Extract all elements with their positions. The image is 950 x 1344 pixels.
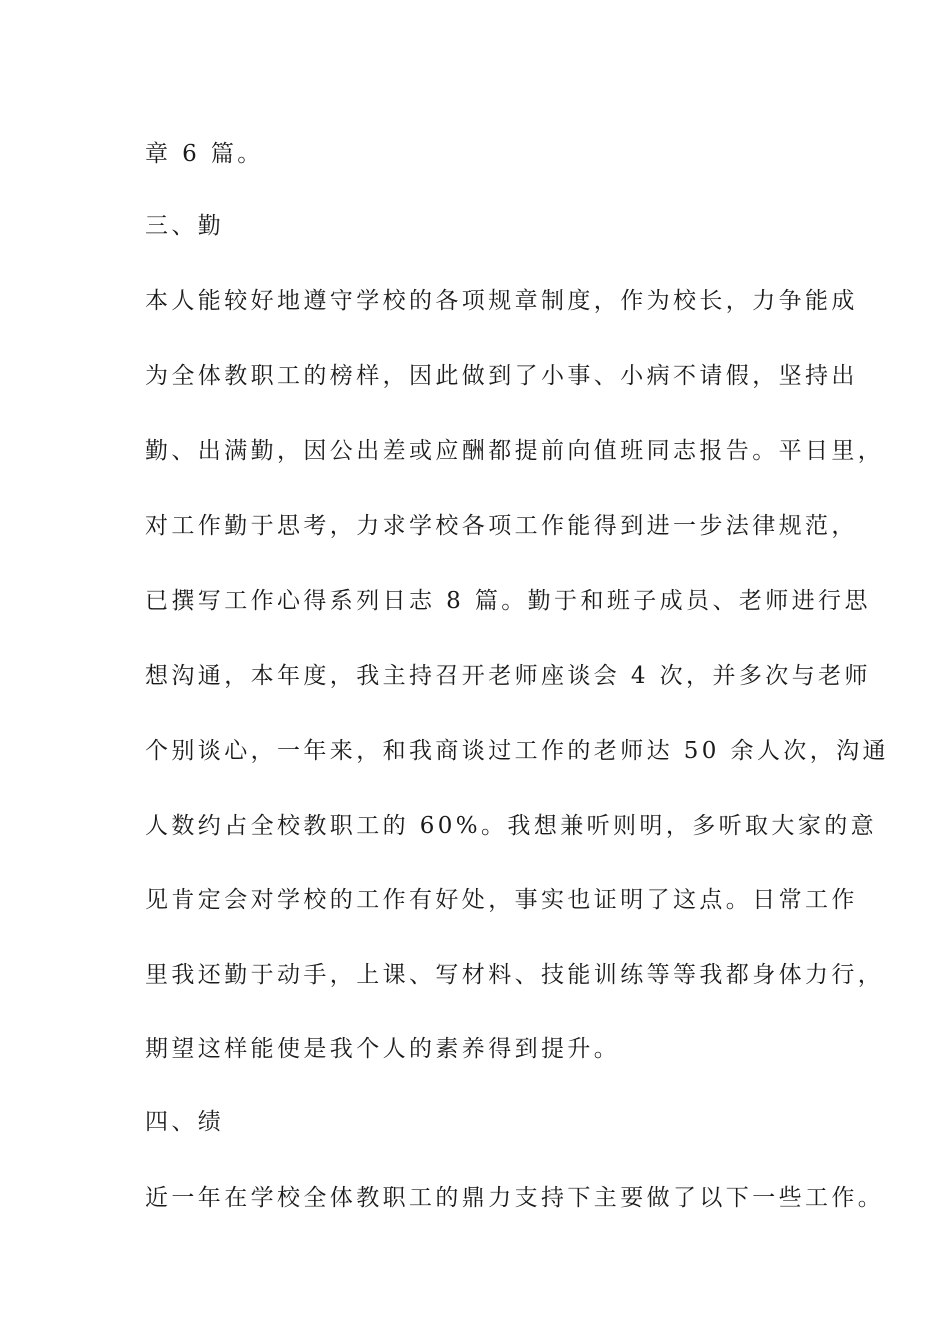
text-line: 为全体教职工的榜样，因此做到了小事、小病不请假，坚持出 bbox=[145, 363, 858, 389]
text-line: 个别谈心，一年来，和我商谈过工作的老师达 50 余人次，沟通 bbox=[145, 738, 889, 764]
text-line: 想沟通，本年度，我主持召开老师座谈会 4 次，并多次与老师 bbox=[145, 663, 871, 689]
section-heading: 四、绩 bbox=[145, 1109, 225, 1135]
text-line: 章 6 篇。 bbox=[145, 141, 264, 167]
text-line: 见肯定会对学校的工作有好处，事实也证明了这点。日常工作 bbox=[145, 887, 858, 913]
section-heading: 三、勤 bbox=[145, 213, 225, 239]
text-line: 已撰写工作心得系列日志 8 篇。勤于和班子成员、老师进行思 bbox=[145, 588, 871, 614]
text-line: 本人能较好地遵守学校的各项规章制度，作为校长，力争能成 bbox=[145, 288, 858, 314]
text-line: 人数约占全校教职工的 60%。我想兼听则明，多听取大家的意 bbox=[145, 813, 878, 839]
text-line: 里我还勤于动手，上课、写材料、技能训练等等我都身体力行， bbox=[145, 962, 885, 988]
text-line: 对工作勤于思考，力求学校各项工作能得到进一步法律规范， bbox=[145, 513, 858, 539]
text-line: 期望这样能使是我个人的素养得到提升。 bbox=[145, 1036, 621, 1062]
text-line: 近一年在学校全体教职工的鼎力支持下主要做了以下一些工作。 bbox=[145, 1185, 885, 1211]
text-line: 勤、出满勤，因公出差或应酬都提前向值班同志报告。平日里， bbox=[145, 438, 885, 464]
